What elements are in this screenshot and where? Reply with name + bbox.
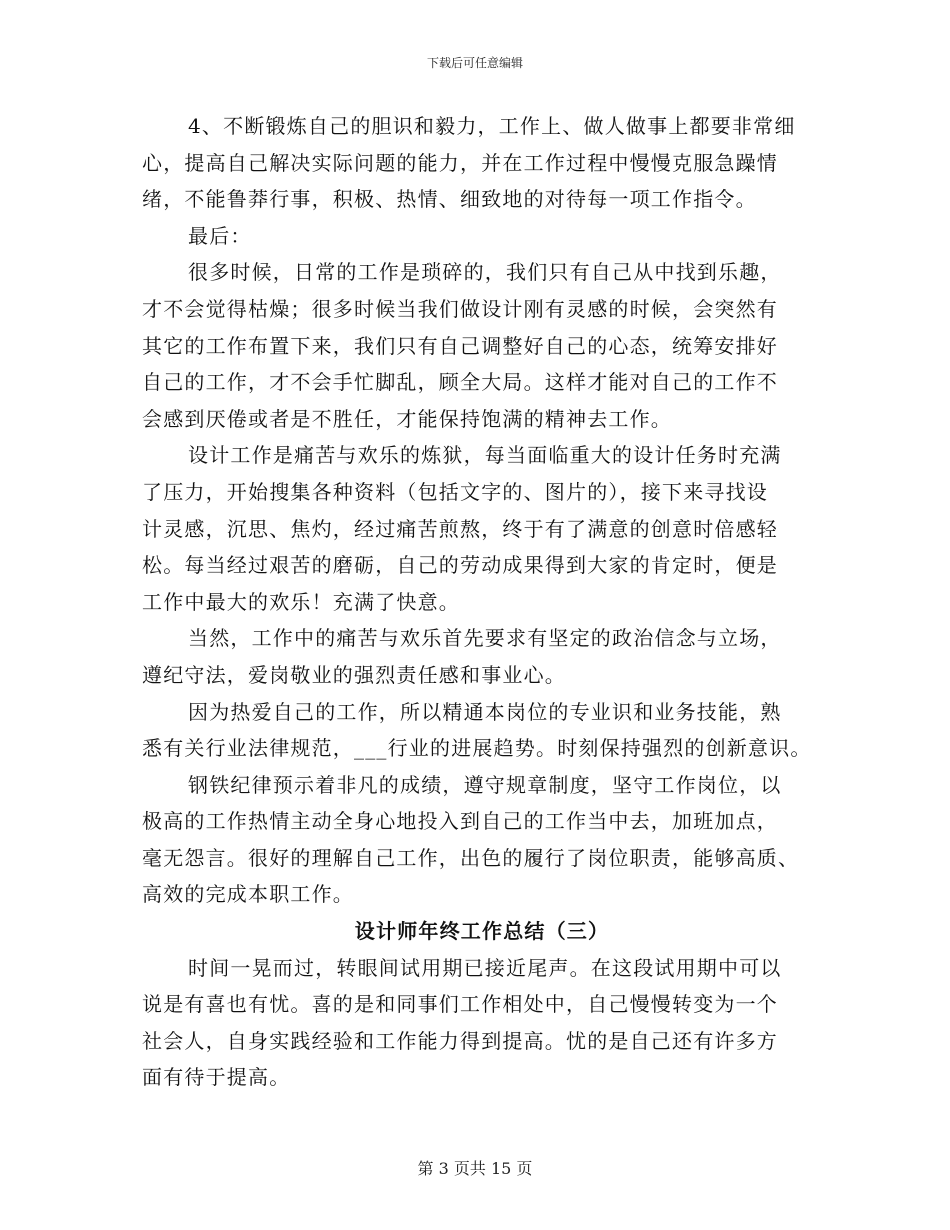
paragraph-line: 面有待于提高。 (142, 1065, 291, 1090)
paragraph-line: 自己的工作，才不会手忙脚乱，顾全大局。这样才能对自己的工作不 (142, 370, 778, 395)
paragraph-line: 说是有喜也有忧。喜的是和同事们工作相处中，自己慢慢转变为一个 (142, 992, 778, 1017)
paragraph-line: 时间一晃而过，转眼间试用期已接近尾声。在这段试用期中可以 (188, 955, 782, 980)
paragraph-line: 极高的工作热情主动全身心地投入到自己的工作当中去，加班加点， (142, 809, 778, 834)
paragraph-line: 因为热爱自己的工作，所以精通本岗位的专业识和业务技能，熟 (188, 699, 782, 724)
paragraph-line: 心，提高自己解决实际问题的能力，并在工作过程中慢慢克服急躁情 (142, 150, 778, 175)
paragraph-line: 计灵感，沉思、焦灼，经过痛苦煎熬，终于有了满意的创意时倍感轻 (142, 516, 778, 541)
paragraph-line: 了压力，开始搜集各种资料（包括文字的、图片的），接下来寻找设 (142, 479, 768, 504)
paragraph-line: 工作中最大的欢乐！充满了快意。 (142, 589, 460, 614)
paragraph-line: 松。每当经过艰苦的磨砺，自己的劳动成果得到大家的肯定时，便是 (142, 553, 778, 578)
paragraph-line: 很多时候，日常的工作是琐碎的，我们只有自己从中找到乐趣， (188, 260, 782, 285)
page-footer: 第 3 页共 15 页 (417, 1159, 533, 1178)
paragraph-line: 遵纪守法，爱岗敬业的强烈责任感和事业心。 (142, 662, 566, 687)
paragraph-line: 绪，不能鲁莽行事，积极、热情、细致地的对待每一项工作指令。 (142, 187, 757, 212)
paragraph-line: 高效的完成本职工作。 (142, 882, 354, 907)
document-body (142, 108, 822, 1096)
paragraph-line: 社会人，自身实践经验和工作能力得到提高。忧的是自己还有许多方 (142, 1028, 778, 1053)
paragraph-line: 4、不断锻炼自己的胆识和毅力，工作上、做人做事上都要非常细 (188, 114, 796, 138)
paragraph-line: 当然，工作中的痛苦与欢乐首先要求有坚定的政治信念与立场， (188, 626, 782, 651)
paragraph-line: 设计工作是痛苦与欢乐的炼狱，每当面临重大的设计任务时充满 (188, 443, 782, 468)
page-header: 下载后可任意编辑 (426, 56, 523, 70)
paragraph-line: 钢铁纪律预示着非凡的成绩，遵守规章制度，坚守工作岗位，以 (188, 772, 782, 797)
paragraph-line: 最后： (188, 223, 252, 248)
paragraph-line: 毫无怨言。很好的理解自己工作，出色的履行了岗位职责，能够高质、 (142, 845, 800, 870)
paragraph-line: 悉有关行业法律规范，___行业的进展趋势。时刻保持强烈的创新意识。 (142, 736, 812, 761)
paragraph-line: 会感到厌倦或者是不胜任，才能保持饱满的精神去工作。 (142, 406, 672, 431)
paragraph-line: 其它的工作布置下来，我们只有自己调整好自己的心态，统筹安排好 (142, 333, 778, 358)
section-heading: 设计师年终工作总结（三） (354, 919, 610, 944)
paragraph-line: 才不会觉得枯燥；很多时候当我们做设计刚有灵感的时候，会突然有 (142, 296, 778, 321)
